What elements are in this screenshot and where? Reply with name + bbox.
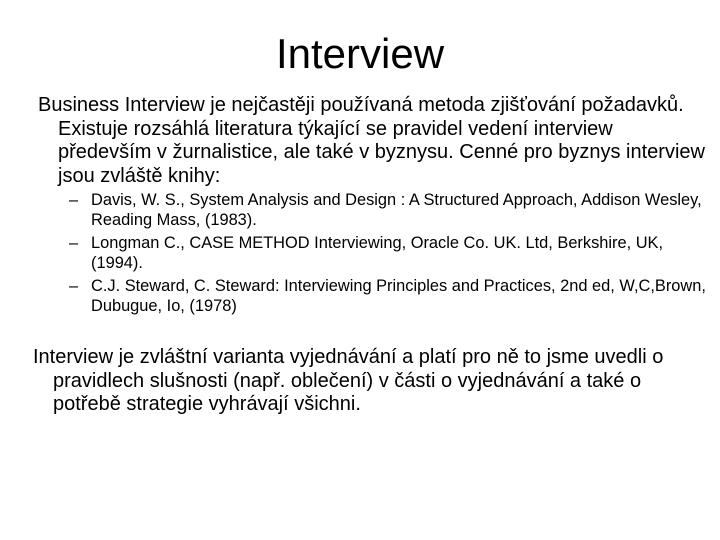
closing-paragraph: Interview je zvláštní varianta vyjednávání a platí pro ně to jsme uvedli o pravidlech slušnosti (např. oblečení) v části o vyjednávání a také o potřebě strategie vyhrávají všichni.: [33, 346, 664, 416]
reference-text: Davis, W. S., System Analysis and Design : A Structured Approach, Addison Wesley, Reading Mass, (1983).: [91, 191, 702, 229]
reference-text: C.J. Steward, C. Steward: Interviewing Principles and Practices, 2nd ed, W,C,Brown, Dubugue, Io, (1978): [91, 277, 706, 315]
slide-title: Interview: [275, 30, 445, 77]
reference-item: [69, 277, 711, 316]
reference-item: [69, 191, 711, 230]
intro-paragraph: Business Interview je nejčastěji používaná metoda zjišťování požadavků. Existuje rozsáhlá literatura týkající se pravidel vedení interview především v žurnalistice, ale také v byznysu. Cenné pro byznys interview jsou zvláště knihy:: [38, 94, 705, 187]
bullet-dash: –: [69, 234, 79, 253]
bullet-dash: –: [69, 191, 79, 209]
reference-list: [69, 191, 711, 321]
reference-text: Longman C., CASE METHOD Interviewing, Oracle Co. UK. Ltd, Berkshire, UK, (1994).: [91, 234, 664, 272]
reference-item: [69, 234, 711, 273]
bullet-dash: –: [69, 277, 79, 296]
